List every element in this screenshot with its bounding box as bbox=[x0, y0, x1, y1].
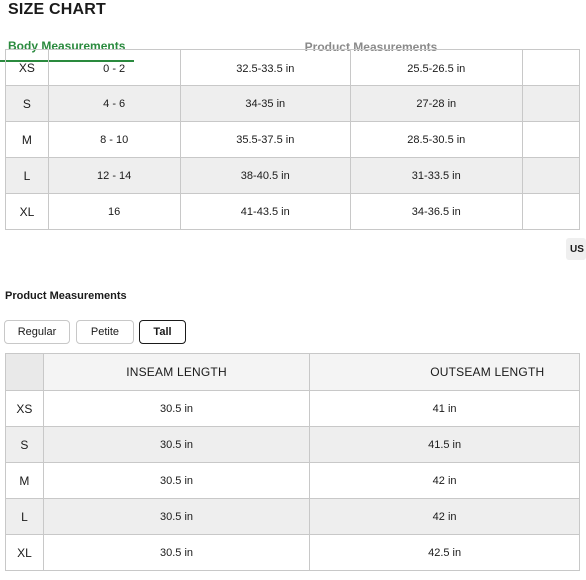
table-row bbox=[6, 122, 580, 158]
page-title: SIZE CHART bbox=[8, 1, 106, 18]
size-cell: XL bbox=[6, 194, 49, 230]
fit-regular-button[interactable]: Regular bbox=[4, 320, 70, 344]
size-cell: S bbox=[6, 427, 44, 463]
size-cell: L bbox=[6, 499, 44, 535]
table-cell: 30.5 in bbox=[43, 463, 309, 499]
tab-body-measurements[interactable]: Body Measurements bbox=[0, 36, 134, 62]
table-row bbox=[6, 499, 580, 535]
table-cell: 35.5-37.5 in bbox=[180, 122, 351, 158]
table-cell: 8 - 10 bbox=[48, 122, 180, 158]
table-cell: 25.5-26.5 in bbox=[351, 50, 522, 86]
table-cell: 32.5-33.5 in bbox=[180, 50, 351, 86]
fit-tall-button[interactable]: Tall bbox=[139, 320, 186, 344]
table-row bbox=[6, 50, 580, 86]
size-cell: M bbox=[6, 463, 44, 499]
table-row bbox=[6, 427, 580, 463]
table-cell bbox=[522, 122, 580, 158]
table-cell bbox=[522, 194, 580, 230]
table-cell: 4 - 6 bbox=[48, 86, 180, 122]
table-row bbox=[6, 158, 580, 194]
size-cell: XS bbox=[6, 50, 49, 86]
body-measurements-table bbox=[5, 49, 580, 230]
table-cell: 42.5 in bbox=[310, 535, 580, 571]
size-cell: XS bbox=[6, 391, 44, 427]
table-header-row bbox=[6, 354, 580, 391]
table-cell: 41 in bbox=[310, 391, 580, 427]
table-cell bbox=[522, 158, 580, 194]
size-cell: XL bbox=[6, 535, 44, 571]
table-cell: 27-28 in bbox=[351, 86, 522, 122]
table-cell: 12 - 14 bbox=[48, 158, 180, 194]
table-cell: 0 - 2 bbox=[48, 50, 180, 86]
table-cell: 16 bbox=[48, 194, 180, 230]
product-measurements-title: Product Measurements bbox=[5, 290, 127, 302]
table-cell: 30.5 in bbox=[43, 391, 309, 427]
table-cell: 34-36.5 in bbox=[351, 194, 522, 230]
table-cell: 41.5 in bbox=[310, 427, 580, 463]
table-cell: 31-33.5 in bbox=[351, 158, 522, 194]
size-cell: L bbox=[6, 158, 49, 194]
unit-toggle-us[interactable]: US bbox=[566, 238, 586, 260]
table-cell: 30.5 in bbox=[43, 535, 309, 571]
table-cell: 42 in bbox=[310, 463, 580, 499]
table-row bbox=[6, 391, 580, 427]
table-cell bbox=[522, 86, 580, 122]
table-cell: 38-40.5 in bbox=[180, 158, 351, 194]
size-cell: M bbox=[6, 122, 49, 158]
table-row bbox=[6, 535, 580, 571]
product-measurements-table bbox=[5, 353, 580, 571]
table-cell: 28.5-30.5 in bbox=[351, 122, 522, 158]
size-cell: S bbox=[6, 86, 49, 122]
table-cell: 30.5 in bbox=[43, 427, 309, 463]
table-row bbox=[6, 86, 580, 122]
header-outseam-length: OUTSEAM LENGTH bbox=[310, 354, 580, 391]
table-cell: 34-35 in bbox=[180, 86, 351, 122]
tab-product-measurements[interactable]: Product Measurements bbox=[304, 40, 438, 54]
table-cell: 30.5 in bbox=[43, 499, 309, 535]
table-cell bbox=[522, 50, 580, 86]
table-cell: 41-43.5 in bbox=[180, 194, 351, 230]
fit-petite-button[interactable]: Petite bbox=[76, 320, 134, 344]
table-cell: 42 in bbox=[310, 499, 580, 535]
header-inseam-length: INSEAM LENGTH bbox=[43, 354, 309, 391]
header-corner-cell bbox=[6, 354, 44, 391]
table-row bbox=[6, 463, 580, 499]
table-row bbox=[6, 194, 580, 230]
